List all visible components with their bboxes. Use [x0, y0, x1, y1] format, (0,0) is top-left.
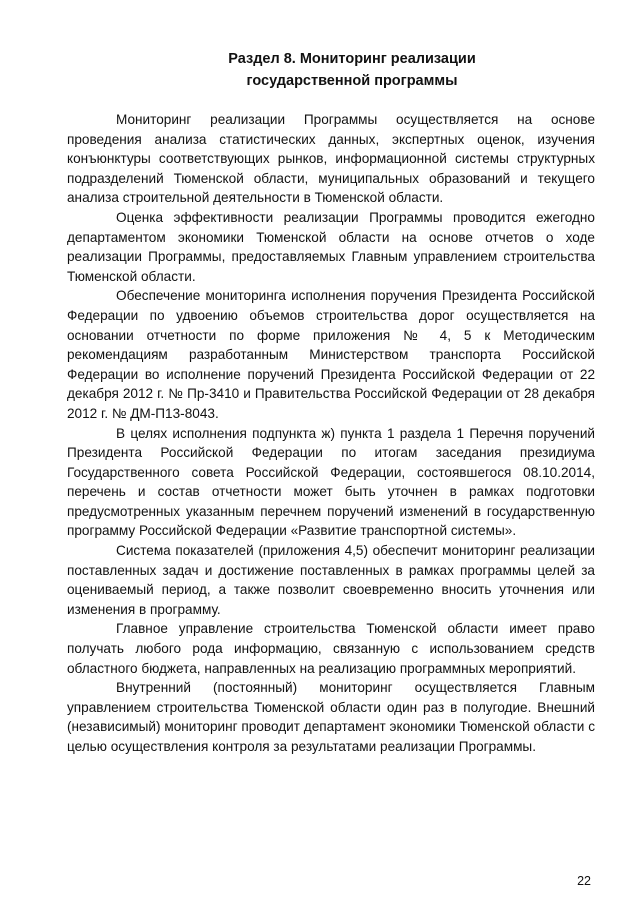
paragraph-road-construction-monitoring: Обеспечение мониторинга исполнения поручения Президента Российской Федерации по удвоению объемов строительства дорог осуществляется на основании отчетности по форме приложения № 4, 5 к Методическим рекомендациям разработанным Министерством транспорта Российской Федерации во исполнение поручений Президента Российской Федерации от 22 декабря 2012 г. № Пр-3410 и Правительства Российской Федерации от 28 декабря 2012 г. № ДМ-П13-8043.	[67, 288, 595, 421]
section-title-line-1: Раздел 8. Мониторинг реализации	[228, 51, 476, 67]
section-title-line-2: государственной программы	[246, 73, 458, 89]
paragraph-indicator-system: Система показателей (приложения 4,5) обеспечит мониторинг реализации поставленных задач и достижение поставленных в рамках программы целей за оцениваемый период, а также позволит своевременно вносить уточнения или изменения в программу.	[67, 543, 595, 617]
section-body	[67, 110, 595, 757]
paragraph-efficiency-assessment: Оценка эффективности реализации Программы проводится ежегодно департаментом экономики Тюменской области на основе отчетов о ходе реализации Программы, предоставляемых Главным управлением строительства Тюменской области.	[67, 209, 595, 284]
paragraph-information-rights: Главное управление строительства Тюменской области имеет право получать любого рода информацию, связанную с использованием средств областного бюджета, направленных на реализацию программных мероприятий.	[67, 621, 595, 676]
page-number: 22	[577, 874, 591, 888]
paragraph-internal-external-monitoring: Внутренний (постоянный) мониторинг осуществляется Главным управлением строительства Тюменской области один раз в полугодие. Внешний (независимый) мониторинг проводит департамент экономики Тюменской области с целью осуществления контроля за результатами реализации Программы.	[67, 680, 595, 754]
paragraph-presidential-instructions: В целях исполнения подпункта ж) пункта 1 раздела 1 Перечня поручений Президента Российской Федерации по итогам заседания президиума Государственного совета Российской Федерации, состоявшегося 08.10.2014, перечень и состав отчетности может быть уточнен в рамках подготовки предусмотренных указанным перечнем поручений изменений в государственную программу Российской Федерации «Развитие транспортной системы».	[67, 425, 595, 539]
paragraph-monitoring-basis: Мониторинг реализации Программы осуществляется на основе проведения анализа статистических данных, экспертных оценок, изучения конъюнктуры соответствующих рынков, информационной системы структурных подразделений Тюменской области, муниципальных образований и текущего анализа строительной деятельности в Тюменской области.	[67, 112, 595, 206]
